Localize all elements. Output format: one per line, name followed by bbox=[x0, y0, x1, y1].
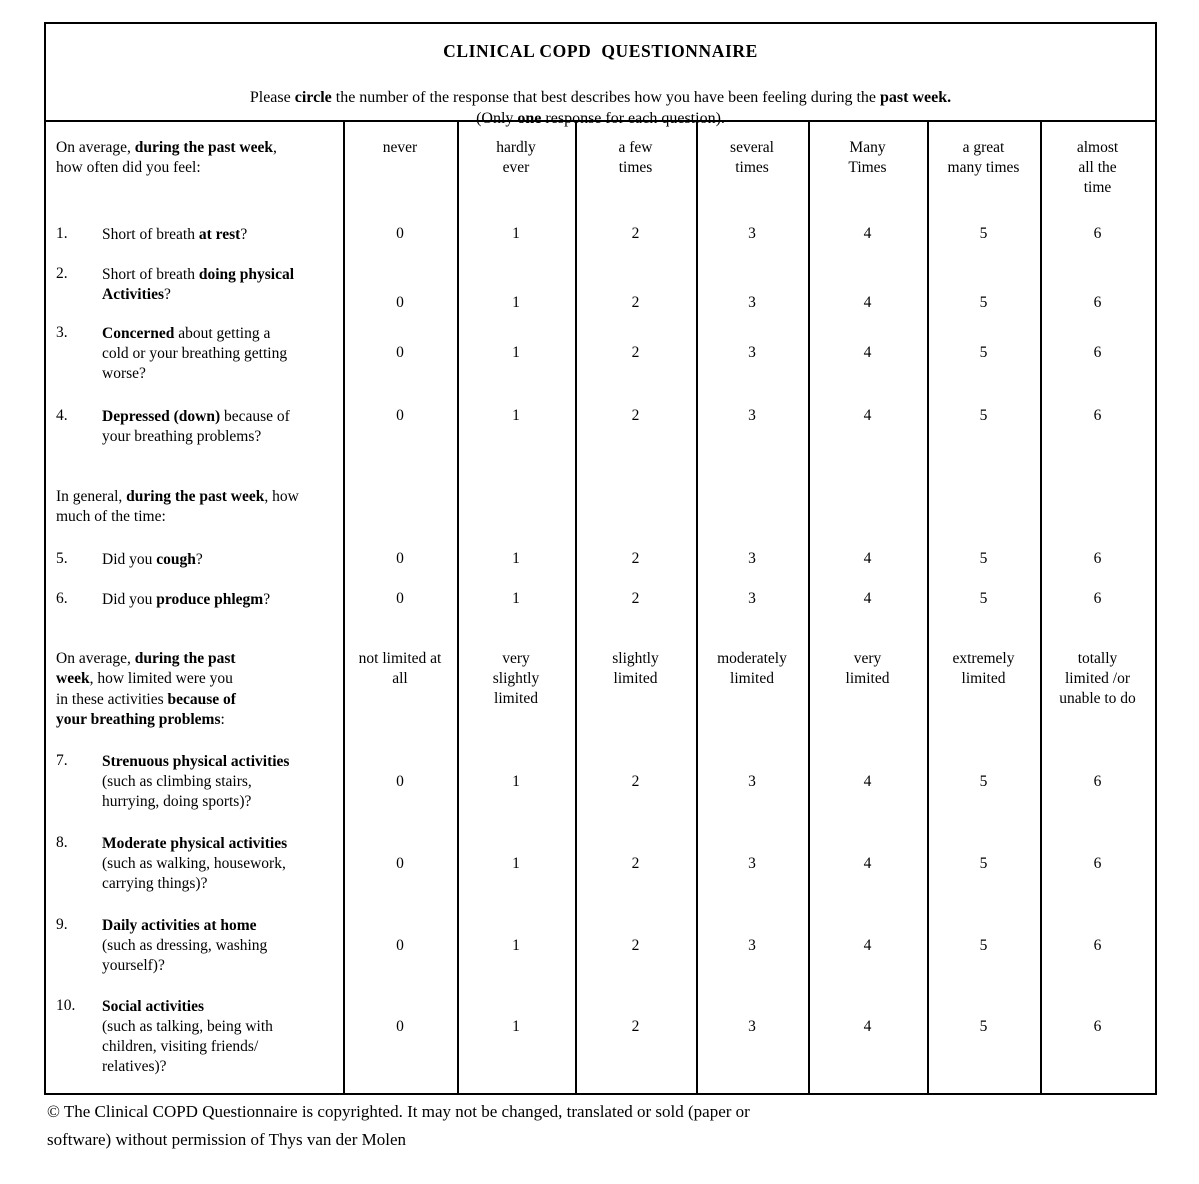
scale3-header-col-6 bbox=[927, 649, 1040, 689]
q7-value-2[interactable]: 2 bbox=[631, 773, 640, 790]
scale3-h4-l2: limited bbox=[730, 670, 774, 688]
q8-value-6[interactable]: 6 bbox=[1093, 855, 1102, 872]
question-8-line-3 bbox=[102, 874, 287, 894]
q8-value-1[interactable]: 1 bbox=[512, 855, 520, 872]
question-10-number: 10. bbox=[56, 997, 76, 1014]
question-9-number: 9. bbox=[56, 916, 68, 933]
q8-value-5[interactable]: 5 bbox=[979, 855, 988, 872]
q3-l3-s1: worse? bbox=[102, 365, 146, 383]
question-9-line-3 bbox=[102, 956, 267, 976]
q1-value-5[interactable]: 5 bbox=[979, 225, 988, 242]
question-1-number: 1. bbox=[56, 225, 68, 242]
q1-l1-s2: at rest bbox=[198, 226, 241, 243]
scale3-h7-l3: unable to do bbox=[1059, 690, 1136, 708]
question-7-text bbox=[102, 752, 289, 812]
scale3-h6-l1: extremely bbox=[952, 650, 1015, 667]
question-4-line-2 bbox=[102, 427, 290, 447]
question-6-line-1 bbox=[102, 590, 270, 610]
q1-value-6[interactable]: 6 bbox=[1093, 225, 1102, 242]
q4-l2-s1: your breathing problems? bbox=[102, 428, 262, 446]
question-7-line-3 bbox=[102, 792, 289, 812]
q7-l1-s1: Strenuous physical activities bbox=[102, 753, 290, 770]
q2-value-4[interactable]: 4 bbox=[863, 294, 872, 311]
scale1-h2-l2: ever bbox=[502, 159, 530, 177]
q6-value-1[interactable]: 1 bbox=[512, 590, 520, 607]
q1-l1-s3: ? bbox=[240, 226, 248, 243]
q3-value-5[interactable]: 5 bbox=[979, 344, 988, 361]
scale3-h7-l2: limited /or bbox=[1064, 670, 1130, 688]
q6-value-5[interactable]: 5 bbox=[979, 590, 988, 607]
scale3-header-col-5 bbox=[808, 649, 927, 689]
q8-l2-s1: (such as walking, housework, bbox=[102, 855, 286, 873]
q6-l1-s3: ? bbox=[263, 591, 271, 608]
q4-value-3[interactable]: 3 bbox=[748, 407, 756, 424]
q6-l1-s2: produce phlegm bbox=[156, 591, 264, 608]
q10-l4-s1: relatives)? bbox=[102, 1058, 167, 1076]
scale1-h3-l2: times bbox=[618, 159, 653, 177]
scale3-header-col-7 bbox=[1040, 649, 1155, 709]
q7-l3-s1: hurrying, doing sports)? bbox=[102, 793, 252, 811]
q7-value-1[interactable]: 1 bbox=[512, 773, 520, 790]
question-10-line-3 bbox=[102, 1037, 273, 1057]
q10-value-0[interactable]: 0 bbox=[396, 1018, 404, 1035]
question-4-text bbox=[102, 407, 290, 447]
question-3-line-2 bbox=[102, 344, 287, 364]
scale1-h3-l1: a few bbox=[618, 139, 653, 156]
q3-l1-s2: about getting a bbox=[174, 325, 271, 342]
question-9-line-2 bbox=[102, 936, 267, 956]
scale3-h3-l1: slightly bbox=[612, 650, 659, 667]
questionnaire-frame bbox=[44, 22, 1157, 1095]
q8-l1-s1: Moderate physical activities bbox=[102, 835, 288, 852]
q5-l1-s3: ? bbox=[195, 551, 203, 568]
q2-value-0[interactable]: 0 bbox=[396, 294, 404, 311]
page-title: CLINICAL COPD QUESTIONNAIRE bbox=[443, 41, 758, 61]
q3-value-6[interactable]: 6 bbox=[1093, 344, 1102, 361]
copyright-line-2: software) without permission of Thys van der Molen bbox=[47, 1129, 406, 1149]
scale3-h1-l2: all bbox=[392, 670, 408, 688]
scale1-h4-l2: times bbox=[735, 159, 769, 177]
q4-value-0[interactable]: 0 bbox=[396, 407, 404, 424]
q5-value-1[interactable]: 1 bbox=[512, 550, 520, 567]
question-8-text bbox=[102, 834, 287, 894]
q2-value-5[interactable]: 5 bbox=[979, 294, 988, 311]
scale3-header-col-1 bbox=[343, 649, 457, 689]
q6-value-2[interactable]: 2 bbox=[631, 590, 640, 607]
question-5-number: 5. bbox=[56, 550, 68, 567]
scale1-header-col-3 bbox=[575, 138, 696, 178]
q8-value-0[interactable]: 0 bbox=[396, 855, 404, 872]
q2-value-3[interactable]: 3 bbox=[748, 294, 756, 311]
response-grid bbox=[46, 122, 1155, 1093]
section-3-prompt-l4b: : bbox=[220, 711, 225, 729]
question-7-number: 7. bbox=[56, 752, 68, 769]
instruction-1-emphasis-pastweek: past week. bbox=[880, 89, 952, 106]
q3-value-4[interactable]: 4 bbox=[863, 344, 872, 361]
q9-value-2[interactable]: 2 bbox=[631, 937, 640, 954]
question-3-number: 3. bbox=[56, 324, 68, 341]
section-2-prompt-a: In general, bbox=[56, 488, 127, 505]
question-3-line-3 bbox=[102, 364, 287, 384]
section-3-prompt-l1b: during the past bbox=[134, 650, 236, 667]
scale3-h2-l1: very bbox=[502, 650, 530, 667]
title-block bbox=[46, 24, 1155, 127]
section-2-prompt bbox=[56, 487, 346, 528]
q10-l2-s1: (such as talking, being with bbox=[102, 1018, 273, 1036]
q6-value-3[interactable]: 3 bbox=[748, 590, 756, 607]
q8-l3-s1: carrying things)? bbox=[102, 875, 208, 893]
q6-value-4[interactable]: 4 bbox=[863, 590, 872, 607]
question-7-line-1 bbox=[102, 752, 289, 772]
q9-value-0[interactable]: 0 bbox=[396, 937, 404, 954]
section-2-prompt-emphasis: during the past week bbox=[126, 488, 265, 505]
scale1-h7-l1: almost bbox=[1076, 139, 1119, 156]
q1-value-0[interactable]: 0 bbox=[396, 225, 404, 242]
section-3-prompt-l3b: because of bbox=[167, 690, 236, 708]
q7-l2-s1: (such as climbing stairs, bbox=[102, 773, 252, 791]
section-3-prompt bbox=[56, 649, 341, 731]
q5-value-3[interactable]: 3 bbox=[748, 550, 756, 567]
q5-value-6[interactable]: 6 bbox=[1093, 550, 1102, 567]
copyright-notice bbox=[47, 1098, 1107, 1153]
scale3-h2-l2: slightly bbox=[492, 670, 540, 688]
q2-value-6[interactable]: 6 bbox=[1093, 294, 1102, 311]
q4-l1-s2: because of bbox=[220, 408, 290, 425]
instruction-2-emphasis-one: one bbox=[517, 110, 542, 127]
question-5-text bbox=[102, 550, 203, 570]
section-3-prompt-l2b: , how limited were you bbox=[89, 670, 233, 688]
q9-value-3[interactable]: 3 bbox=[748, 937, 756, 954]
section-1-prompt-a: On average, bbox=[56, 139, 135, 156]
question-2-text bbox=[102, 265, 294, 305]
q3-value-1[interactable]: 1 bbox=[512, 344, 520, 361]
q9-l1-s1: Daily activities at home bbox=[102, 917, 257, 934]
scale1-header-col-1 bbox=[343, 138, 457, 158]
q9-value-4[interactable]: 4 bbox=[863, 937, 872, 954]
question-4-number: 4. bbox=[56, 407, 68, 424]
question-8-number: 8. bbox=[56, 834, 68, 851]
question-2-line-1 bbox=[102, 265, 294, 285]
q8-value-3[interactable]: 3 bbox=[748, 855, 756, 872]
section-3-prompt-l4a: your breathing problems bbox=[56, 711, 221, 729]
q6-l1-s1: Did you bbox=[102, 591, 157, 608]
q1-value-3[interactable]: 3 bbox=[748, 225, 756, 242]
question-1-text bbox=[102, 225, 247, 245]
q10-value-4[interactable]: 4 bbox=[863, 1018, 872, 1035]
question-9-line-1 bbox=[102, 916, 267, 936]
q6-value-0[interactable]: 0 bbox=[396, 590, 404, 607]
question-6-number: 6. bbox=[56, 590, 68, 607]
q8-value-2[interactable]: 2 bbox=[631, 855, 640, 872]
q7-value-5[interactable]: 5 bbox=[979, 773, 988, 790]
q4-value-5[interactable]: 5 bbox=[979, 407, 988, 424]
q4-value-2[interactable]: 2 bbox=[631, 407, 640, 424]
section-1-prompt bbox=[56, 138, 336, 179]
question-8-line-2 bbox=[102, 854, 287, 874]
q2-value-2[interactable]: 2 bbox=[631, 294, 640, 311]
scale1-h1-l1: never bbox=[382, 139, 418, 156]
question-5-line-1 bbox=[102, 550, 203, 570]
instruction-line-1 bbox=[46, 88, 1155, 108]
section-1-prompt-d: how often did you feel: bbox=[56, 159, 201, 177]
scale1-h2-l1: hardly bbox=[496, 139, 536, 156]
instruction-1-emphasis-circle: circle bbox=[294, 89, 332, 106]
q5-value-5[interactable]: 5 bbox=[979, 550, 988, 567]
q3-value-3[interactable]: 3 bbox=[748, 344, 756, 361]
q10-l1-s1: Social activities bbox=[102, 998, 205, 1015]
scale3-h6-l2: limited bbox=[961, 670, 1006, 688]
question-10-line-4 bbox=[102, 1057, 273, 1077]
scale3-h7-l1: totally bbox=[1077, 650, 1118, 667]
q9-value-6[interactable]: 6 bbox=[1093, 937, 1102, 954]
section-2-prompt-d: much of the time: bbox=[56, 508, 166, 526]
q5-value-2[interactable]: 2 bbox=[631, 550, 640, 567]
scale3-h1-l1: not limited at bbox=[358, 650, 442, 667]
scale3-header-col-4 bbox=[696, 649, 808, 689]
scale1-header-col-7 bbox=[1040, 138, 1155, 198]
instruction-1-part-c: the number of the response that best describes how you have been feeling during the bbox=[331, 89, 881, 106]
copyright-line-1: © The Clinical COPD Questionnaire is copyrighted. It may not be changed, translated or sold (paper or bbox=[47, 1102, 750, 1121]
q3-l2-s1: cold or your breathing getting bbox=[102, 345, 288, 363]
section-1-prompt-emphasis: during the past week bbox=[134, 139, 273, 156]
q7-value-4[interactable]: 4 bbox=[863, 773, 872, 790]
question-1-line-1 bbox=[102, 225, 247, 245]
scale3-header-col-3 bbox=[575, 649, 696, 689]
q10-l3-s1: children, visiting friends/ bbox=[102, 1038, 259, 1056]
q1-l1-s1: Short of breath bbox=[102, 226, 199, 243]
q10-value-3[interactable]: 3 bbox=[748, 1018, 756, 1035]
question-8-line-1 bbox=[102, 834, 287, 854]
q7-value-6[interactable]: 6 bbox=[1093, 773, 1102, 790]
q10-value-1[interactable]: 1 bbox=[512, 1018, 520, 1035]
section-2-prompt-c: , how bbox=[264, 488, 299, 505]
q2-l1-s1: Short of breath bbox=[102, 266, 199, 283]
scale1-h6-l1: a great bbox=[962, 139, 1005, 156]
q2-l2-s1: Activities bbox=[102, 286, 164, 304]
question-4-line-1 bbox=[102, 407, 290, 427]
scale1-h7-l3: time bbox=[1083, 179, 1112, 197]
q3-value-2[interactable]: 2 bbox=[631, 344, 640, 361]
section-3-prompt-l1a: On average, bbox=[56, 650, 135, 667]
question-9-text bbox=[102, 916, 267, 976]
scale1-h5-l2: Times bbox=[848, 159, 887, 177]
q1-value-2[interactable]: 2 bbox=[631, 225, 640, 242]
scale1-header-col-2 bbox=[457, 138, 575, 178]
q4-value-6[interactable]: 6 bbox=[1093, 407, 1102, 424]
question-3-text bbox=[102, 324, 287, 384]
question-10-text bbox=[102, 997, 273, 1078]
q3-value-0[interactable]: 0 bbox=[396, 344, 404, 361]
question-10-line-1 bbox=[102, 997, 273, 1017]
question-2-number: 2. bbox=[56, 265, 68, 282]
question-10-line-2 bbox=[102, 1017, 273, 1037]
scale1-header-col-5 bbox=[808, 138, 927, 178]
q1-value-1[interactable]: 1 bbox=[512, 225, 520, 242]
q10-value-2[interactable]: 2 bbox=[631, 1018, 640, 1035]
scale3-h3-l2: limited bbox=[613, 670, 658, 688]
q1-value-4[interactable]: 4 bbox=[863, 225, 872, 242]
scale1-h7-l2: all the bbox=[1078, 159, 1117, 177]
scale1-h5-l1: Many bbox=[849, 139, 886, 156]
section-3-prompt-l3a: in these activities bbox=[56, 690, 168, 708]
q10-value-6[interactable]: 6 bbox=[1093, 1018, 1102, 1035]
q2-l1-s2: doing physical bbox=[198, 266, 295, 283]
scale3-h5-l1: very bbox=[853, 650, 882, 667]
q10-value-5[interactable]: 5 bbox=[979, 1018, 988, 1035]
q4-l1-s1: Depressed (down) bbox=[102, 408, 221, 425]
q3-l1-s1: Concerned bbox=[102, 325, 175, 342]
instruction-2-part-a: (Only bbox=[476, 110, 518, 127]
q5-value-4[interactable]: 4 bbox=[863, 550, 872, 567]
question-7-line-2 bbox=[102, 772, 289, 792]
section-3-prompt-l2a: week bbox=[56, 670, 90, 688]
q5-l1-s1: Did you bbox=[102, 551, 157, 568]
scale1-header-col-6 bbox=[927, 138, 1040, 178]
q9-l2-s1: (such as dressing, washing bbox=[102, 937, 268, 955]
q6-value-6[interactable]: 6 bbox=[1093, 590, 1102, 607]
q7-value-3[interactable]: 3 bbox=[748, 773, 756, 790]
instruction-2-part-c: response for each question). bbox=[541, 110, 725, 127]
q9-value-5[interactable]: 5 bbox=[979, 937, 988, 954]
q5-l1-s2: cough bbox=[156, 551, 196, 568]
scale3-h4-l1: moderately bbox=[717, 650, 787, 667]
scale1-h6-l2: many times bbox=[947, 159, 1020, 177]
section-1-prompt-c: , bbox=[272, 139, 277, 156]
q7-value-0[interactable]: 0 bbox=[396, 773, 404, 790]
q9-value-1[interactable]: 1 bbox=[512, 937, 520, 954]
scale1-header-col-4 bbox=[696, 138, 808, 178]
question-2-line-2 bbox=[102, 285, 294, 305]
question-3-line-1 bbox=[102, 324, 287, 344]
scale3-h2-l3: limited bbox=[494, 690, 538, 708]
scale3-header-col-2 bbox=[457, 649, 575, 709]
scale1-h4-l1: several bbox=[730, 139, 774, 156]
q4-value-4[interactable]: 4 bbox=[863, 407, 872, 424]
scale3-h5-l2: limited bbox=[845, 670, 890, 688]
q4-value-1[interactable]: 1 bbox=[512, 407, 520, 424]
q9-l3-s1: yourself)? bbox=[102, 957, 165, 975]
q2-value-1[interactable]: 1 bbox=[512, 294, 520, 311]
q5-value-0[interactable]: 0 bbox=[396, 550, 404, 567]
instruction-1-part-a: Please bbox=[249, 89, 295, 106]
question-6-text bbox=[102, 590, 270, 610]
q8-value-4[interactable]: 4 bbox=[863, 855, 872, 872]
q2-l2-s2: ? bbox=[163, 286, 171, 304]
